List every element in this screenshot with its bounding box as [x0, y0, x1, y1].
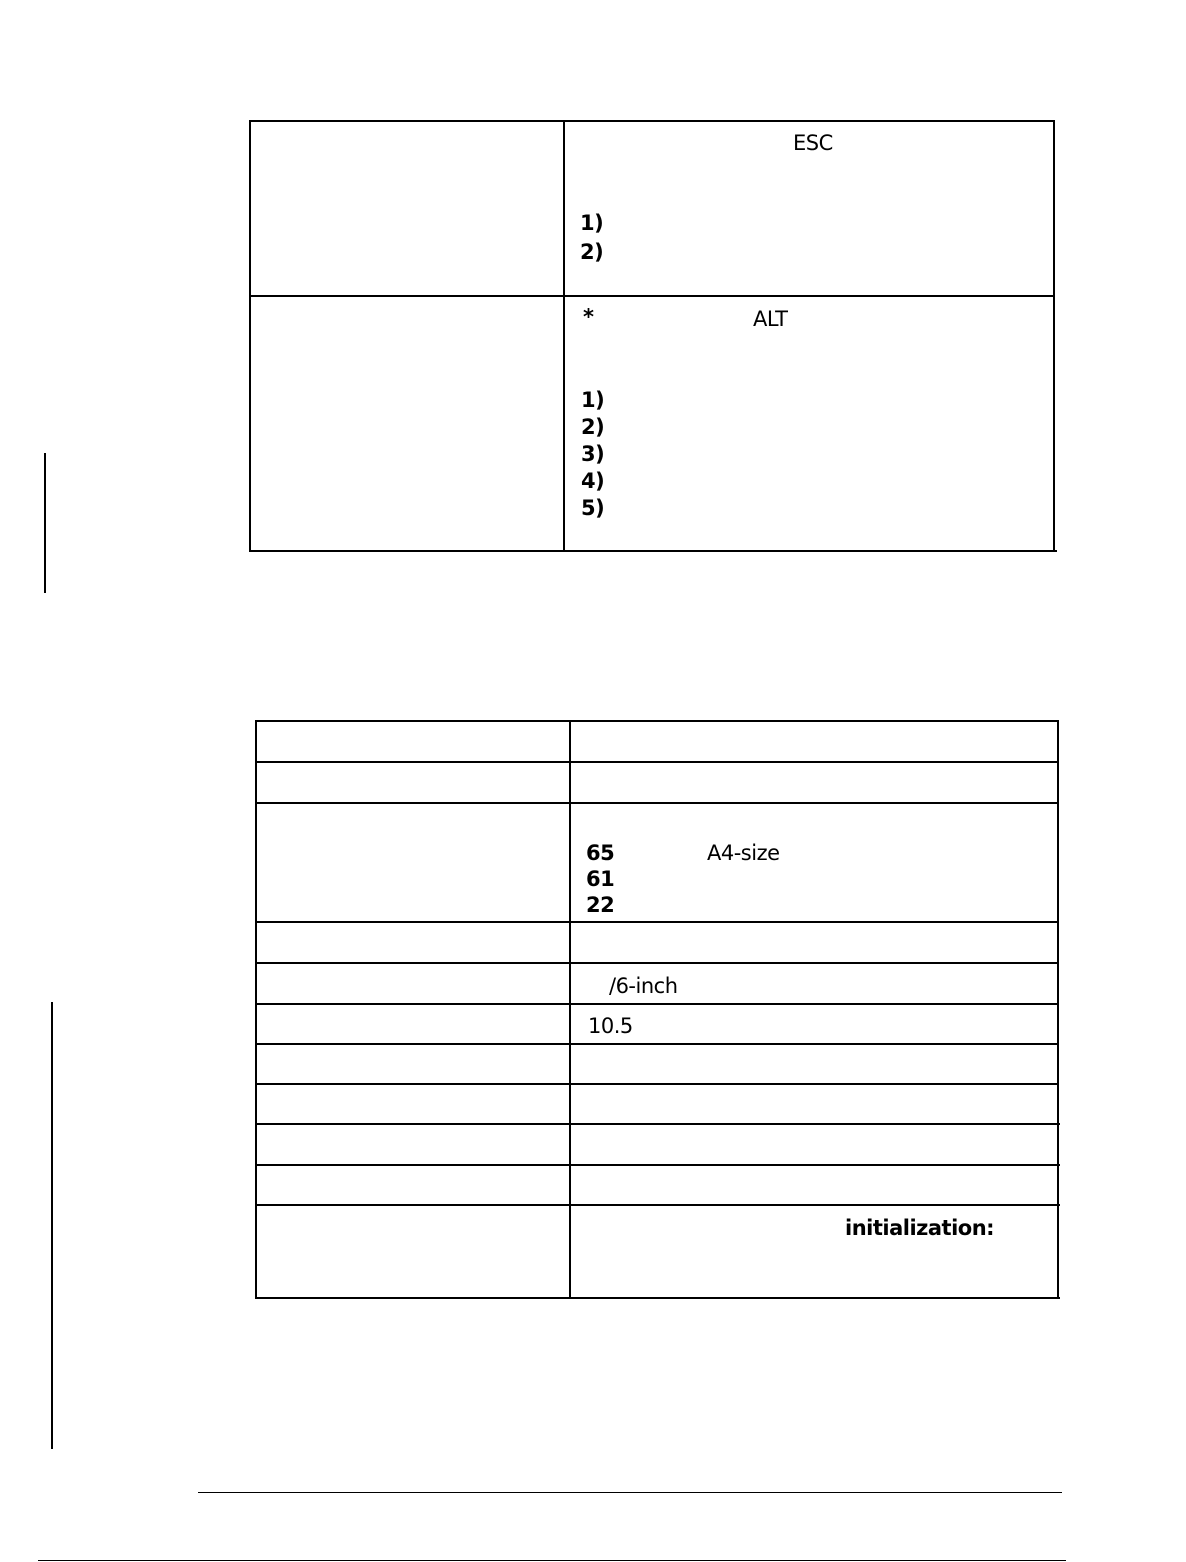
list-item: 4)	[581, 469, 605, 493]
table-cell: 61	[586, 867, 615, 891]
list-item: 2)	[581, 415, 605, 439]
table-cell: 65	[586, 841, 615, 865]
list-item: 3)	[581, 442, 605, 466]
table-cell: 22	[586, 893, 615, 917]
change-bar-lower	[51, 1002, 53, 1449]
list-item: 2)	[580, 240, 604, 264]
list-item: 1)	[581, 388, 605, 412]
table-cell: 10.5	[588, 1014, 633, 1038]
change-bar-upper	[44, 453, 46, 593]
asterisk-marker: *	[583, 305, 594, 329]
table-cell: /6-inch	[609, 974, 678, 998]
table-cell: A4-size	[707, 841, 780, 865]
footer-rule	[198, 1492, 1062, 1493]
alt-heading: ALT	[753, 307, 788, 331]
list-item: 1)	[580, 211, 604, 235]
table-cell: initialization:	[845, 1216, 995, 1240]
esc-heading: ESC	[793, 131, 833, 155]
page-edge-rule	[38, 1560, 1066, 1561]
list-item: 5)	[581, 496, 605, 520]
